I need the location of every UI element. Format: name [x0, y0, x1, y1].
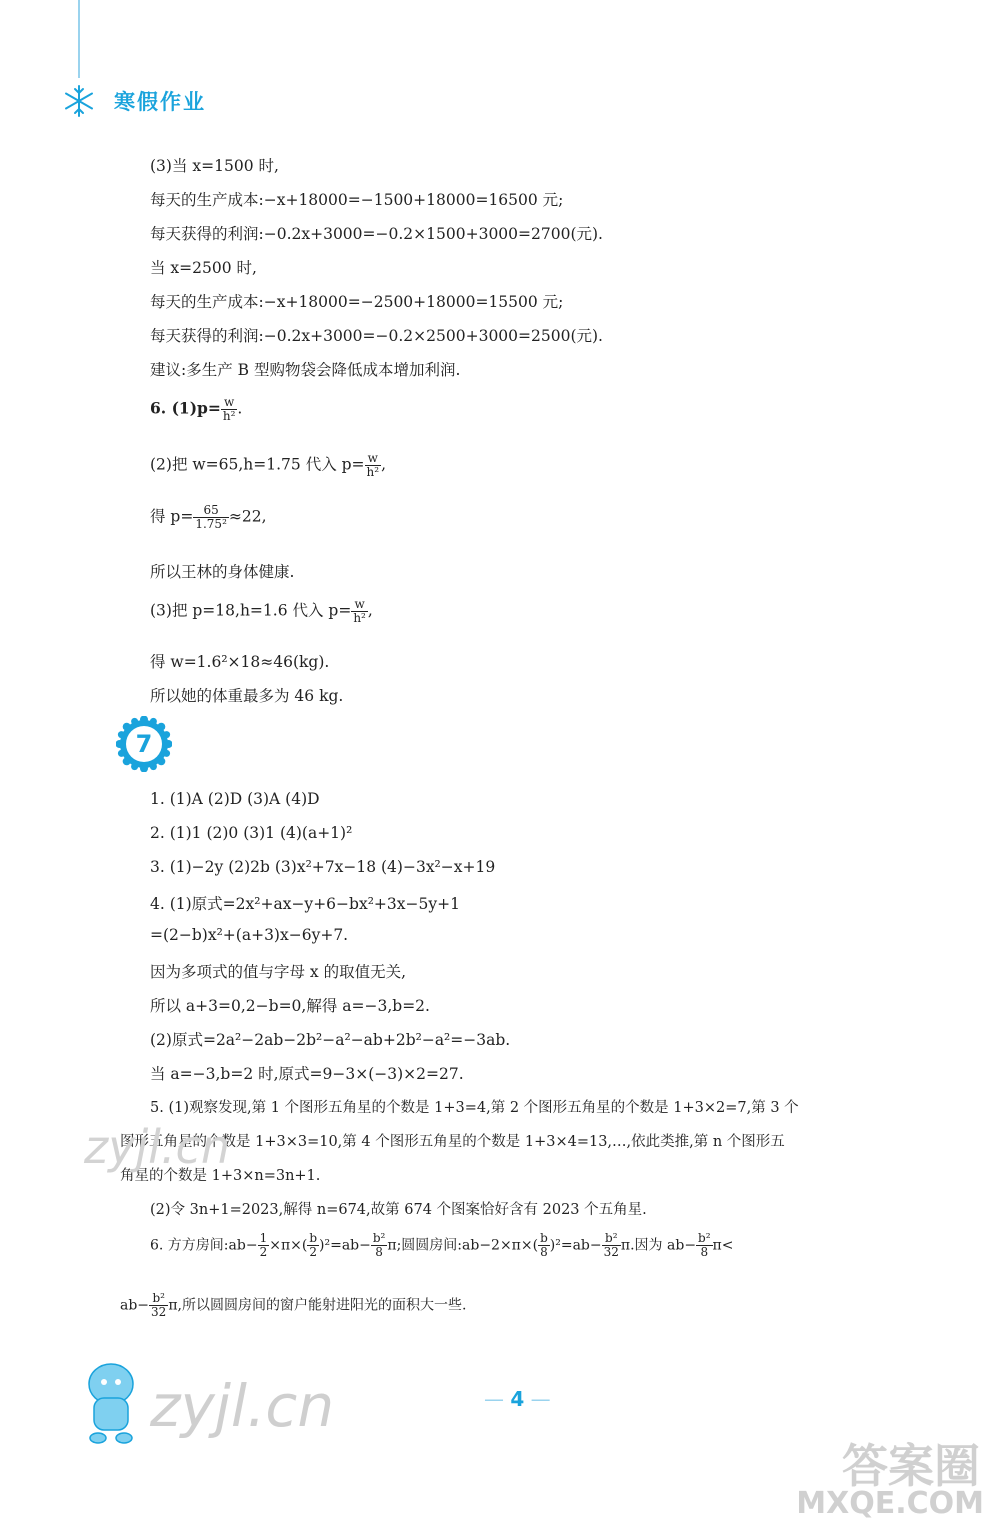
- text-line: 得 w=1.6²×18≈46(kg).: [150, 653, 330, 671]
- section-number: 7: [135, 730, 153, 758]
- text-line: 当 x=2500 时,: [150, 259, 257, 277]
- text-line: 每天获得的利润:−0.2x+3000=−0.2×2500+3000=2500(元).: [150, 327, 603, 345]
- text-line: 每天的生产成本:−x+18000=−2500+18000=15500 元;: [150, 293, 564, 311]
- text-line: 图形五角星的个数是 1+3×3=10,第 4 个图形五角星的个数是 1+3×4=13,…,依此类推,第 n 个图形五: [120, 1134, 785, 1150]
- mascot-icon: [76, 1354, 146, 1444]
- section-badge: [116, 716, 172, 772]
- text-line: 当 a=−3,b=2 时,原式=9−3×(−3)×2=27.: [150, 1065, 464, 1083]
- text-line: (3)当 x=1500 时,: [150, 157, 279, 175]
- q6-part1: 6. (1)p= $\frac{w}{\text{h²}}$ .: [150, 395, 243, 424]
- text-line: 每天获得的利润:−0.2x+3000=−0.2×1500+3000=2700(元).: [150, 225, 603, 243]
- watermark-zyjl-small: zyjl.cn: [84, 1120, 230, 1174]
- q6b-line2: ab− $\frac{\text{b²}}{32}$ π,所以圆圆房间的窗户能射进阳光的面积大一些.: [120, 1291, 467, 1320]
- q6-part5: (3)把 p=18,h=1.6 代入 p= $\frac{w}{\text{h²}}$ ,: [150, 597, 373, 626]
- q6-part3: 得 p= $\frac{65}{\text{1.75²}}$ ≈22,: [150, 503, 267, 532]
- text-line: 4. (1)原式=2x²+ax−y+6−bx²+3x−5y+1: [150, 895, 460, 913]
- text-line: (2)原式=2a²−2ab−2b²−a²−ab+2b²−a²=−3ab.: [150, 1031, 511, 1049]
- snowflake-icon: [62, 84, 96, 118]
- text-line: (2)令 3n+1=2023,解得 n=674,故第 674 个图案恰好含有 2023 个五角星.: [150, 1202, 647, 1218]
- header-rule: [78, 0, 80, 78]
- text-line: 1. (1)A (2)D (3)A (4)D: [150, 790, 320, 808]
- header-title: 寒假作业: [114, 90, 206, 114]
- q6b-line1: 6. 方方房间:ab− $\frac{1}{2}$ ×π×( $\frac{b}{2}$ )²=ab− $\frac{\text{b²}}{8}$ π;圆圆房间:ab−2×π×( $\frac{b}{8}$ )²=ab− $\frac{\text{b²}}{32}$ π.因为 ab− $\frac{\text{b²}}{8}$ π<: [150, 1231, 734, 1260]
- text-line: 2. (1)1 (2)0 (3)1 (4)(a+1)²: [150, 824, 353, 842]
- page-number: — 4 —: [484, 1387, 551, 1411]
- watermark-zyjl: zyjl.cn: [150, 1372, 335, 1440]
- watermark-mxqe: MXQE.COM: [796, 1486, 984, 1521]
- text-line: 所以 a+3=0,2−b=0,解得 a=−3,b=2.: [150, 997, 430, 1015]
- text-line: 因为多项式的值与字母 x 的取值无关,: [150, 963, 407, 981]
- text-line: =(2−b)x²+(a+3)x−6y+7.: [150, 926, 349, 944]
- q6-part2: (2)把 w=65,h=1.75 代入 p= $\frac{w}{\text{h²}}$ ,: [150, 451, 387, 480]
- text-line: 3. (1)−2y (2)2b (3)x²+7x−18 (4)−3x²−x+19: [150, 858, 496, 876]
- watermark-daan: 答案圈: [842, 1439, 980, 1493]
- text-line: 建议:多生产 B 型购物袋会降低成本增加利润.: [150, 361, 461, 379]
- text-line: 所以王林的身体健康.: [150, 563, 295, 581]
- text-line: 所以她的体重最多为 46 kg.: [150, 687, 344, 705]
- text-line: 角星的个数是 1+3×n=3n+1.: [120, 1168, 321, 1184]
- text-line: 每天的生产成本:−x+18000=−1500+18000=16500 元;: [150, 191, 564, 209]
- text-line: 5. (1)观察发现,第 1 个图形五角星的个数是 1+3=4,第 2 个图形五角星的个数是 1+3×2=7,第 3 个: [150, 1100, 799, 1116]
